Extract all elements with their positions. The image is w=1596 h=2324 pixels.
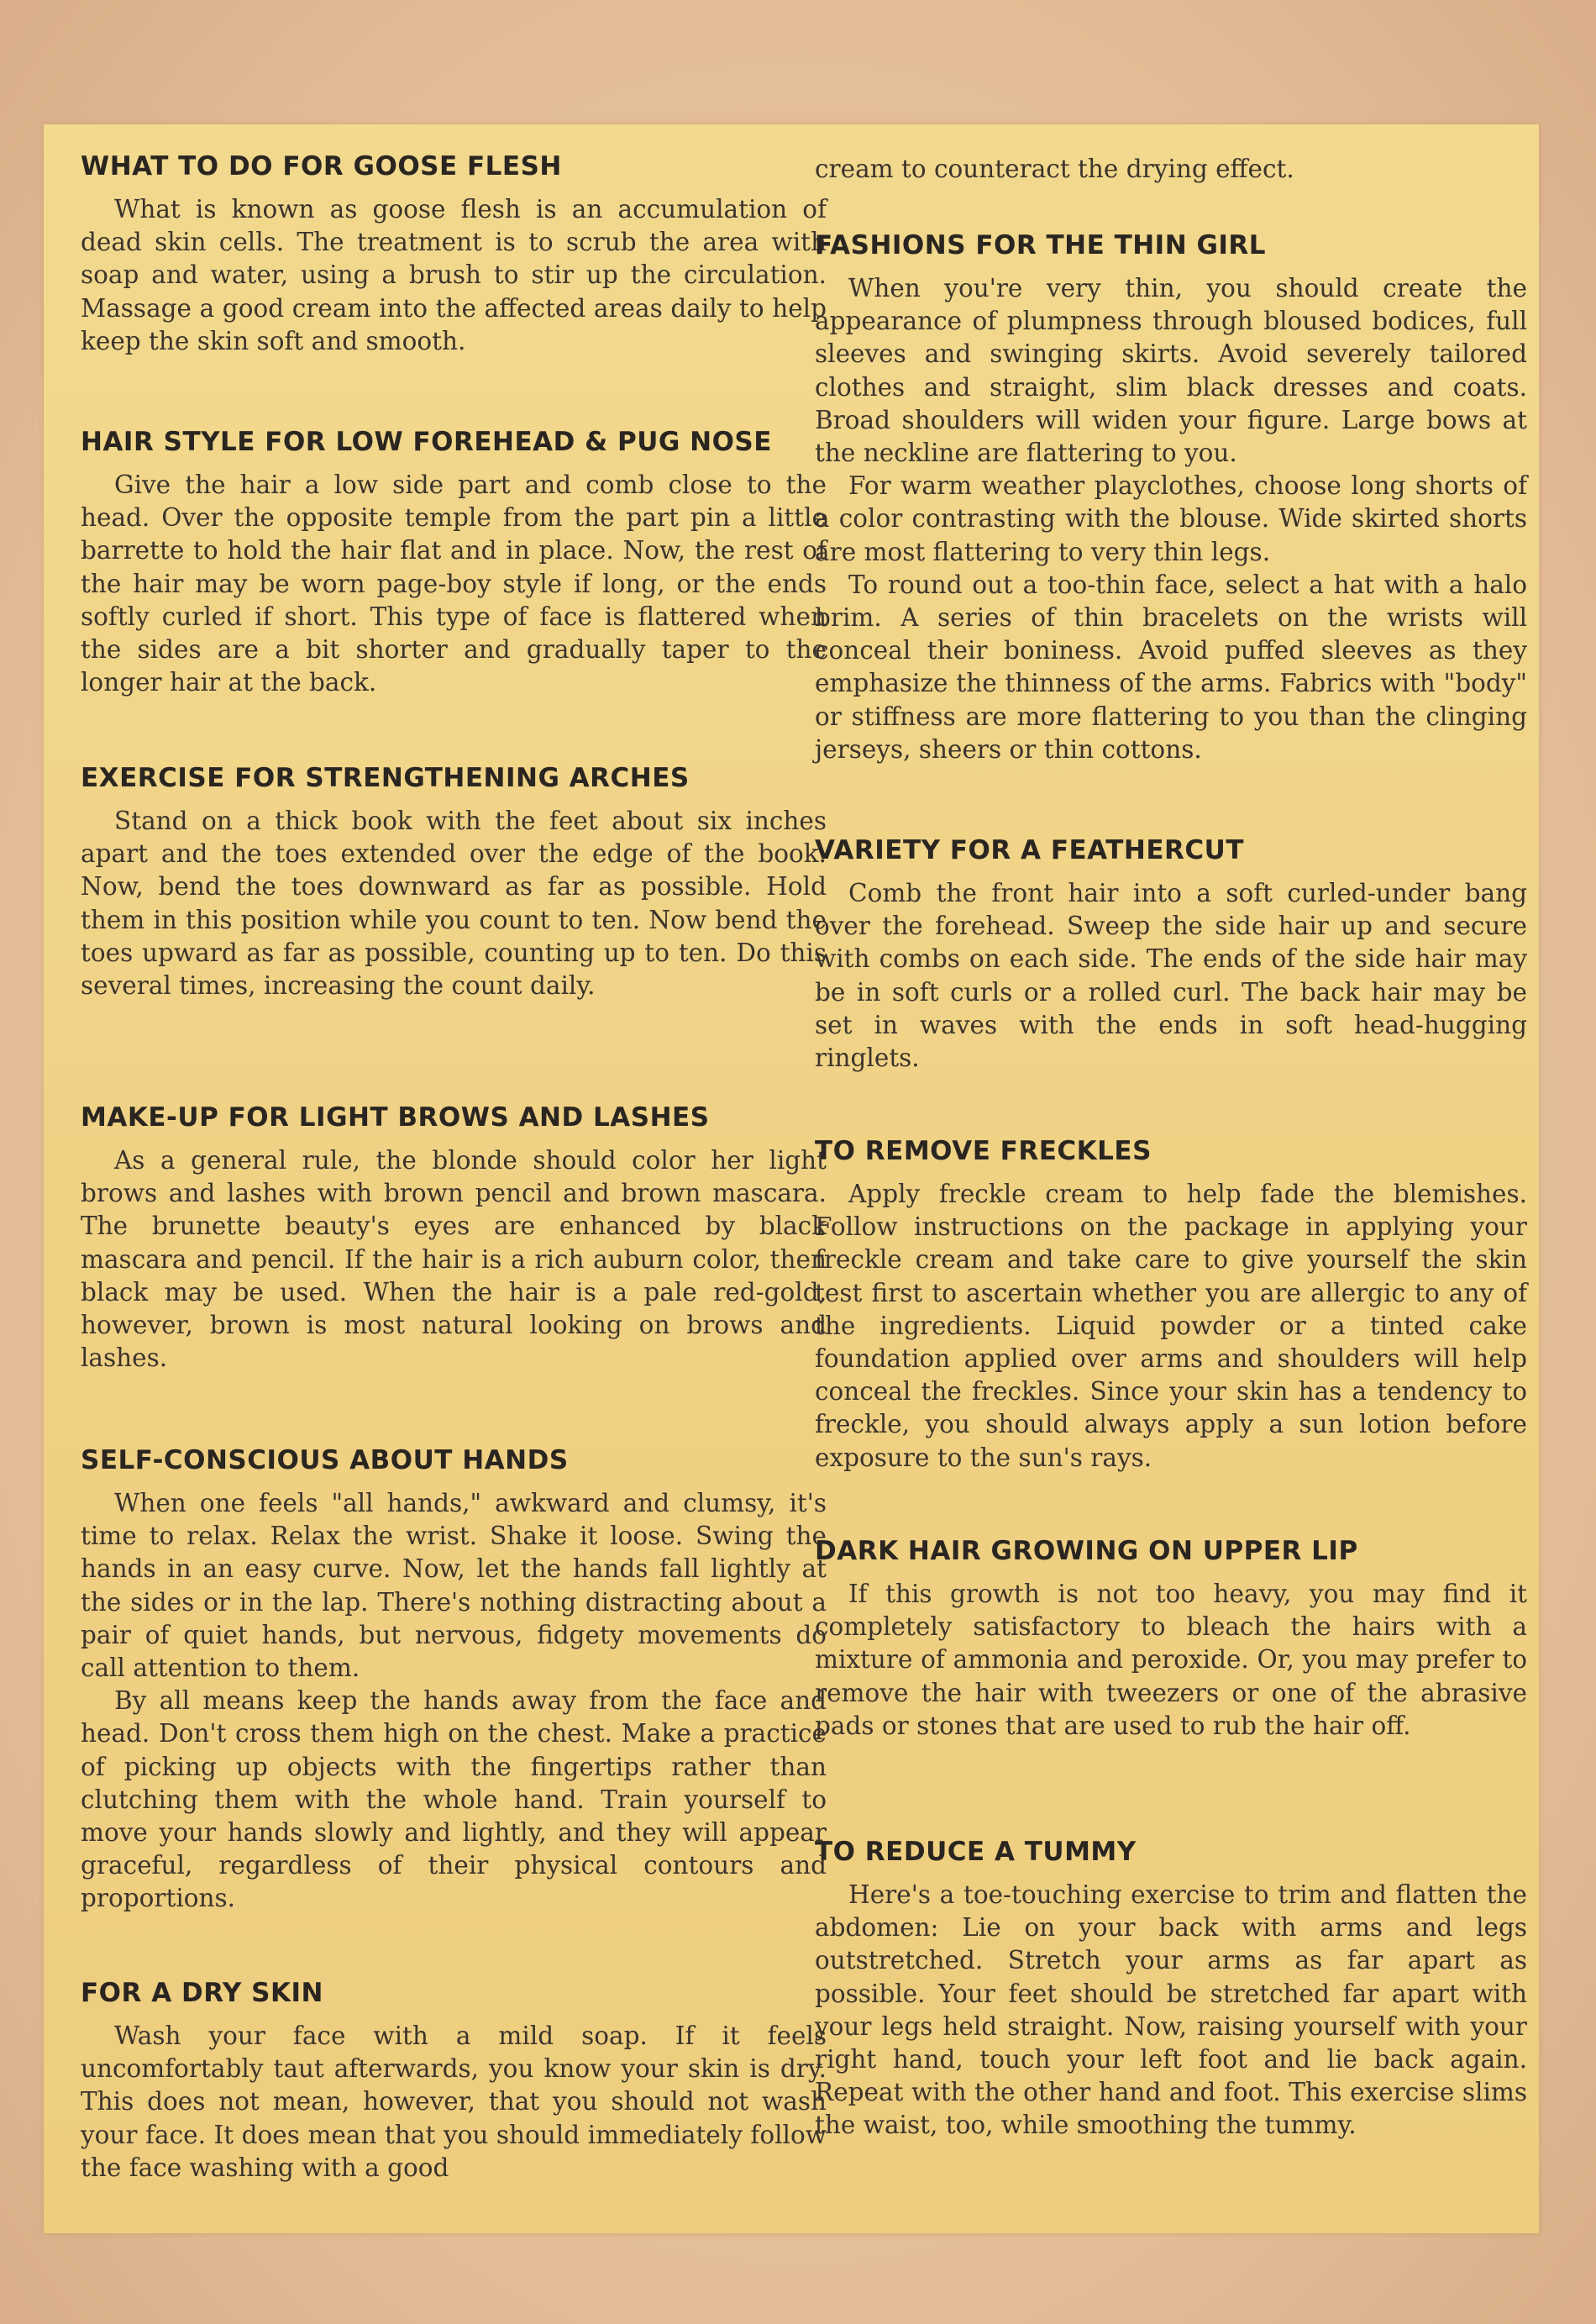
section-heading: SELF-CONSCIOUS ABOUT HANDS	[81, 1445, 569, 1475]
section-upper-lip	[815, 1533, 1527, 1743]
section-paragraph: cream to counteract the drying effect.	[815, 155, 1294, 183]
section-paragraph: When one feels "all hands," awkward and clumsy, it's time to relax. Relax the wrist. Shake it loose. Swing the hands in an easy curve. Now, let the hands fall lightly at the sides or in the lap. There's nothing distracting about a pair of quiet hands, but nervous, fidgety movements do call attention to them.	[81, 1489, 827, 1683]
article-panel	[44, 124, 1539, 2233]
section-hands	[81, 1442, 827, 1916]
section-feathercut	[815, 832, 1527, 1075]
section-paragraph: By all means keep the hands away from the face and head. Don't cross them high on the chest. Make a practice of picking up objects with the fingertips rather than clutching them with the whole hand. Train yourself to move your hands slowly and lightly, and they will appear graceful, regardless of their physical contours and proportions.	[81, 1686, 827, 1913]
section-freckles	[815, 1133, 1527, 1475]
section-arches	[81, 760, 827, 1002]
section-heading: WHAT TO DO FOR GOOSE FLESH	[81, 151, 562, 181]
section-heading: TO REMOVE FRECKLES	[815, 1136, 1152, 1166]
section-paragraph: If this growth is not too heavy, you may find it completely satisfactory to bleach the hairs with a mixture of ammonia and peroxide. Or, you may prefer to remove the hair with tweezers or one of the abrasive pads or stones that are used to rub the hair off.	[815, 1580, 1527, 1740]
section-paragraph: As a general rule, the blonde should color her light brows and lashes with brown pencil and brown mascara. The brunette beauty's eyes are enhanced by black mascara and pencil. If the hair is a rich auburn color, then black may be used. When the hair is a pale red-gold, however, brown is most natural looking on brows and lashes.	[81, 1146, 827, 1373]
section-paragraph: When you're very thin, you should create the appearance of plumpness through bloused bodices, full sleeves and swinging skirts. Avoid severely tailored clothes and straight, slim black dresses and coats. Broad shoulders will widen your figure. Large bows at the neckline are flattering to you.	[815, 274, 1527, 468]
section-hair-style	[81, 423, 827, 699]
section-thin-girl	[815, 227, 1527, 766]
section-paragraph: For warm weather playclothes, choose long shorts of a color contrasting with the blouse. Wide skirted shorts are most flattering to very thin legs.	[815, 471, 1527, 566]
section-paragraph: Comb the front hair into a soft curled-under bang over the forehead. Sweep the side hair up and secure with combs on each side. The ends of the side hair may be in soft curls or a rolled curl. The back hair may be set in waves with the ends in soft head-hugging ringlets.	[815, 879, 1527, 1073]
section-paragraph: Here's a toe-touching exercise to trim and flatten the abdomen: Lie on your back with arms and legs outstretched. Stretch your arms as far apart as possible. Your feet should be stretched far apart with your legs held straight. Now, raising yourself with your right hand, touch your left foot and lie back again. Repeat with the other hand and foot. This exercise slims the waist, too, while smoothing the tummy.	[815, 1880, 1527, 2140]
section-heading: FASHIONS FOR THE THIN GIRL	[815, 230, 1267, 260]
section-heading: DARK HAIR GROWING ON UPPER LIP	[815, 1536, 1358, 1566]
section-paragraph: Apply freckle cream to help fade the blemishes. Follow instructions on the package in applying your freckle cream and take care to give yourself the skin test first to ascertain whether you are allergic to any of the ingredients. Liquid powder or a tinted cake foundation applied over arms and shoulders will help conceal the freckles. Since your skin has a tendency to freckle, you should always apply a sun lotion before exposure to the sun's rays.	[815, 1180, 1527, 1472]
section-paragraph: Give the hair a low side part and comb close to the head. Over the opposite temple from the part pin a little barrette to hold the hair flat and in place. Now, the rest of the hair may be worn page-boy style if long, or the ends softly curled if short. This type of face is flattered when the sides are a bit shorter and gradually taper to the longer hair at the back.	[81, 471, 827, 697]
section-dry-skin-continued	[815, 153, 1527, 186]
section-heading: EXERCISE FOR STRENGTHENING ARCHES	[81, 763, 690, 793]
section-paragraph: Wash your face with a mild soap. If it feels uncomfortably taut afterwards, you know your skin is dry. This does not mean, however, that you should not wash your face. It does mean that you should immediately follow the face washing with a good	[81, 2022, 827, 2182]
section-heading: MAKE-UP FOR LIGHT BROWS AND LASHES	[81, 1102, 710, 1133]
section-heading: FOR A DRY SKIN	[81, 1978, 323, 2008]
section-paragraph: What is known as goose flesh is an accumulation of dead skin cells. The treatment is to scrub the area with soap and water, using a brush to stir up the circulation. Massage a good cream into the affected areas daily to help keep the skin soft and smooth.	[81, 195, 827, 355]
section-dry-skin	[81, 1974, 827, 2185]
section-goose-flesh	[81, 148, 827, 358]
section-paragraph: Stand on a thick book with the feet about six inches apart and the toes extended over the edge of the book. Now, bend the toes downward as far as possible. Hold them in this position while you count to ten. Now bend the toes upward as far as possible, counting up to ten. Do this several times, increasing the count daily.	[81, 807, 827, 1001]
section-brows-lashes	[81, 1099, 827, 1375]
section-heading: VARIETY FOR A FEATHERCUT	[815, 835, 1244, 865]
section-tummy	[815, 1833, 1527, 2143]
section-heading: HAIR STYLE FOR LOW FOREHEAD & PUG NOSE	[81, 427, 772, 457]
section-paragraph: To round out a too-thin face, select a hat with a halo brim. A series of thin bracelets on the wrists will conceal their boniness. Avoid puffed sleeves as they emphasize the thinness of the arms. Fabrics with "body" or stiffness are more flattering to you than the clinging jerseys, sheers or thin cottons.	[815, 570, 1527, 764]
section-heading: TO REDUCE A TUMMY	[815, 1837, 1137, 1867]
